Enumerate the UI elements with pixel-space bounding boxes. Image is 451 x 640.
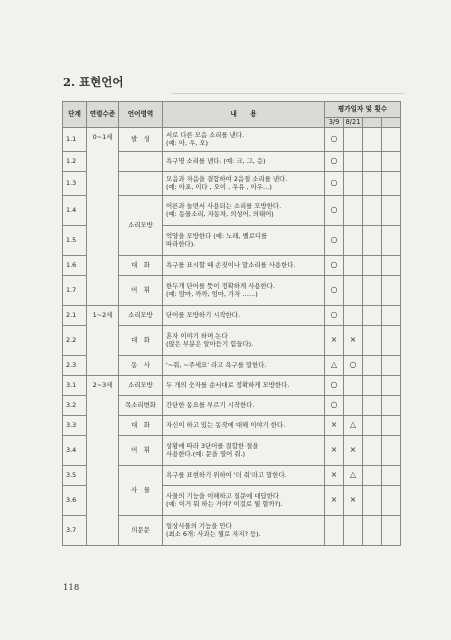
evaluation-empty <box>382 127 401 151</box>
evaluation-empty <box>382 515 401 545</box>
evaluation-mark: × <box>344 485 363 515</box>
content-line: 일상사물의 기능을 안다 <box>166 521 232 530</box>
evaluation-empty <box>382 305 401 325</box>
evaluation-empty <box>363 355 382 375</box>
content-line: 상황에 따라 3단어를 결합한 절을 <box>166 441 259 450</box>
header-date-empty <box>363 118 382 128</box>
stage-cell: 1.3 <box>63 171 87 195</box>
domain-cell: 대 화 <box>119 415 163 435</box>
content-line: (최소 6개: 사과는 뭘로 자지? 등). <box>166 530 261 538</box>
evaluation-empty <box>382 255 401 275</box>
content-cell <box>163 465 325 485</box>
content-line: 사물의 기능을 이해하고 질문에 대답한다 <box>166 491 280 500</box>
evaluation-empty <box>363 225 382 255</box>
evaluation-mark: △ <box>344 415 363 435</box>
evaluation-mark <box>344 305 363 325</box>
evaluation-empty <box>363 305 382 325</box>
domain-cell <box>119 171 163 195</box>
header-date: 8/21 <box>344 118 363 128</box>
evaluation-empty <box>363 435 382 465</box>
stage-cell: 3.6 <box>63 485 87 515</box>
evaluation-empty <box>382 225 401 255</box>
evaluation-mark <box>344 375 363 395</box>
evaluation-mark: × <box>325 465 344 485</box>
domain-cell: 발 성 <box>119 127 163 151</box>
evaluation-mark <box>344 395 363 415</box>
content-line: 서로 다른 모음 소리를 낸다. <box>166 130 245 139</box>
content-cell <box>163 225 325 255</box>
stage-cell: 1.7 <box>63 275 87 305</box>
content-line: 자신이 하고 있는 동작에 대해 이야기 한다. <box>166 420 286 429</box>
evaluation-empty <box>382 355 401 375</box>
stage-cell: 1.1 <box>63 127 87 151</box>
domain-cell: 대 화 <box>119 255 163 275</box>
header-age: 연령수준 <box>87 102 119 128</box>
evaluation-empty <box>382 375 401 395</box>
content-cell <box>163 395 325 415</box>
evaluation-mark: ○ <box>325 255 344 275</box>
domain-cell: 소리모방 <box>119 375 163 395</box>
stage-cell: 2.1 <box>63 305 87 325</box>
evaluation-mark: ○ <box>325 395 344 415</box>
content-line: '~줘, ~주세요' 라고 욕구를 말한다. <box>166 360 267 369</box>
content-line: 두 개의 숫자를 순서대로 정확하게 모방한다. <box>166 380 290 389</box>
content-cell <box>163 195 325 225</box>
content-line: (예: 아, 우, 오) <box>166 139 208 147</box>
evaluation-empty <box>363 127 382 151</box>
evaluation-mark: × <box>325 415 344 435</box>
domain-cell <box>119 151 163 171</box>
evaluation-mark: △ <box>344 465 363 485</box>
evaluation-empty <box>382 415 401 435</box>
content-line: 단어를 모방하기 시작한다. <box>166 310 241 319</box>
evaluation-mark: ○ <box>325 151 344 171</box>
evaluation-empty <box>363 171 382 195</box>
evaluation-mark: × <box>344 435 363 465</box>
evaluation-empty <box>363 255 382 275</box>
evaluation-empty <box>363 151 382 171</box>
content-line: (예: 이거 뭐 하는 거야? 이걸로 뭘 할까?). <box>166 500 283 508</box>
content-line: 욕구를 표현하기 위하여 '더 줘'라고 말한다. <box>166 470 287 479</box>
evaluation-mark <box>325 515 344 545</box>
evaluation-empty <box>363 395 382 415</box>
header-content: 내 용 <box>163 102 325 128</box>
evaluation-empty <box>382 485 401 515</box>
content-cell <box>163 171 325 195</box>
content-line: 간단한 동요를 부르기 시작한다. <box>166 400 255 409</box>
content-cell <box>163 375 325 395</box>
evaluation-empty <box>363 275 382 305</box>
evaluation-empty <box>382 435 401 465</box>
evaluation-empty <box>363 325 382 355</box>
evaluation-mark: △ <box>325 355 344 375</box>
content-line: 모음과 자음을 결합하여 2음절 소리를 낸다. <box>166 174 288 183</box>
content-line: 어른과 놀면서 사용되는 소리를 모방한다. <box>166 201 282 210</box>
evaluation-empty <box>382 465 401 485</box>
evaluation-mark <box>344 255 363 275</box>
content-cell <box>163 255 325 275</box>
domain-cell: 소리모방 <box>119 305 163 325</box>
content-cell <box>163 515 325 545</box>
evaluation-empty <box>363 485 382 515</box>
header-date: 3/9 <box>325 118 344 128</box>
header-stage: 단계 <box>63 102 87 128</box>
age-cell: 2~3세 <box>87 375 119 545</box>
evaluation-mark: × <box>344 325 363 355</box>
stage-cell: 1.2 <box>63 151 87 171</box>
content-cell <box>163 127 325 151</box>
evaluation-table <box>62 101 401 546</box>
evaluation-empty <box>363 195 382 225</box>
domain-cell: 소리모방 <box>119 195 163 255</box>
evaluation-mark: ○ <box>325 127 344 151</box>
evaluation-mark: ○ <box>325 375 344 395</box>
age-cell: 1~2세 <box>87 305 119 375</box>
stage-cell: 2.3 <box>63 355 87 375</box>
content-cell <box>163 275 325 305</box>
evaluation-mark <box>344 515 363 545</box>
content-line: 욕구명 소리를 낸다. (예: 크, 그, 응) <box>166 156 266 165</box>
stage-cell: 1.5 <box>63 225 87 255</box>
stage-cell: 3.2 <box>63 395 87 415</box>
stage-cell: 3.4 <box>63 435 87 465</box>
content-cell <box>163 355 325 375</box>
stage-cell: 3.7 <box>63 515 87 545</box>
domain-cell: 동 사 <box>119 355 163 375</box>
content-line: (예: 맘마, 까까, 엄마, 가자 ……) <box>166 290 258 298</box>
content-cell <box>163 151 325 171</box>
content-cell <box>163 485 325 515</box>
stage-cell: 3.3 <box>63 415 87 435</box>
evaluation-empty <box>382 151 401 171</box>
content-line: (예: 아포, 이다 , 오이 , 우유 , 아우…) <box>166 183 272 191</box>
content-cell <box>163 415 325 435</box>
evaluation-mark: ○ <box>325 275 344 305</box>
domain-cell: 사 물 <box>119 465 163 515</box>
table-row <box>63 127 401 151</box>
content-line: 억양을 모방한다 (예: 노래, 벨로디를 <box>166 231 268 240</box>
domain-cell: 의문문 <box>119 515 163 545</box>
age-cell: 0~1세 <box>87 127 119 305</box>
domain-cell: 대 화 <box>119 325 163 355</box>
header-date-empty <box>382 118 401 128</box>
evaluation-mark <box>344 275 363 305</box>
evaluation-mark <box>344 127 363 151</box>
section-title: 2. 표현언어 <box>63 75 124 89</box>
content-cell <box>163 325 325 355</box>
header-eval: 평가일자 및 횟수 <box>325 102 401 118</box>
evaluation-empty <box>363 515 382 545</box>
table-row <box>63 305 401 325</box>
evaluation-mark: ○ <box>344 355 363 375</box>
evaluation-empty <box>363 415 382 435</box>
stage-cell: 1.4 <box>63 195 87 225</box>
evaluation-mark <box>344 171 363 195</box>
header-domain: 언어영역 <box>119 102 163 128</box>
content-cell <box>163 435 325 465</box>
content-line: 한두개 단어를 뜻이 정확하게 사용한다. <box>166 281 275 290</box>
evaluation-empty <box>382 395 401 415</box>
evaluation-mark <box>344 225 363 255</box>
content-line: 욕구를 표시할 때 손짓이나 말소리를 사용한다. <box>166 260 296 269</box>
evaluation-mark: × <box>325 435 344 465</box>
evaluation-empty <box>382 275 401 305</box>
evaluation-mark: ○ <box>325 195 344 225</box>
evaluation-mark <box>344 151 363 171</box>
content-line: (많은 부분은 알아듣기 힘들다). <box>166 340 254 348</box>
evaluation-empty <box>382 325 401 355</box>
domain-cell: 어 휘 <box>119 275 163 305</box>
domain-cell: 목소리변화 <box>119 395 163 415</box>
evaluation-mark: × <box>325 325 344 355</box>
evaluation-empty <box>363 375 382 395</box>
stage-cell: 2.2 <box>63 325 87 355</box>
content-line: 사용한다.(예: 문을 열어 줘.) <box>166 450 246 458</box>
page-number: 118 <box>63 583 80 593</box>
evaluation-empty <box>382 195 401 225</box>
evaluation-empty <box>382 171 401 195</box>
evaluation-mark: ○ <box>325 225 344 255</box>
stage-cell: 3.1 <box>63 375 87 395</box>
stage-cell: 1.6 <box>63 255 87 275</box>
table-row <box>63 375 401 395</box>
evaluation-mark: ○ <box>325 171 344 195</box>
domain-cell: 어 휘 <box>119 435 163 465</box>
table-body <box>63 127 401 545</box>
evaluation-mark: ○ <box>325 305 344 325</box>
divider <box>172 93 404 94</box>
evaluation-mark: × <box>325 485 344 515</box>
evaluation-empty <box>363 465 382 485</box>
content-cell <box>163 305 325 325</box>
content-line: (예: 동물소리, 자동차, 의성어, 의태어) <box>166 210 274 218</box>
content-line: 혼자 이야기 하며 논다 <box>166 331 228 340</box>
evaluation-mark <box>344 195 363 225</box>
table-header-row <box>63 102 401 118</box>
stage-cell: 3.5 <box>63 465 87 485</box>
content-line: 따라한다). <box>166 240 196 248</box>
